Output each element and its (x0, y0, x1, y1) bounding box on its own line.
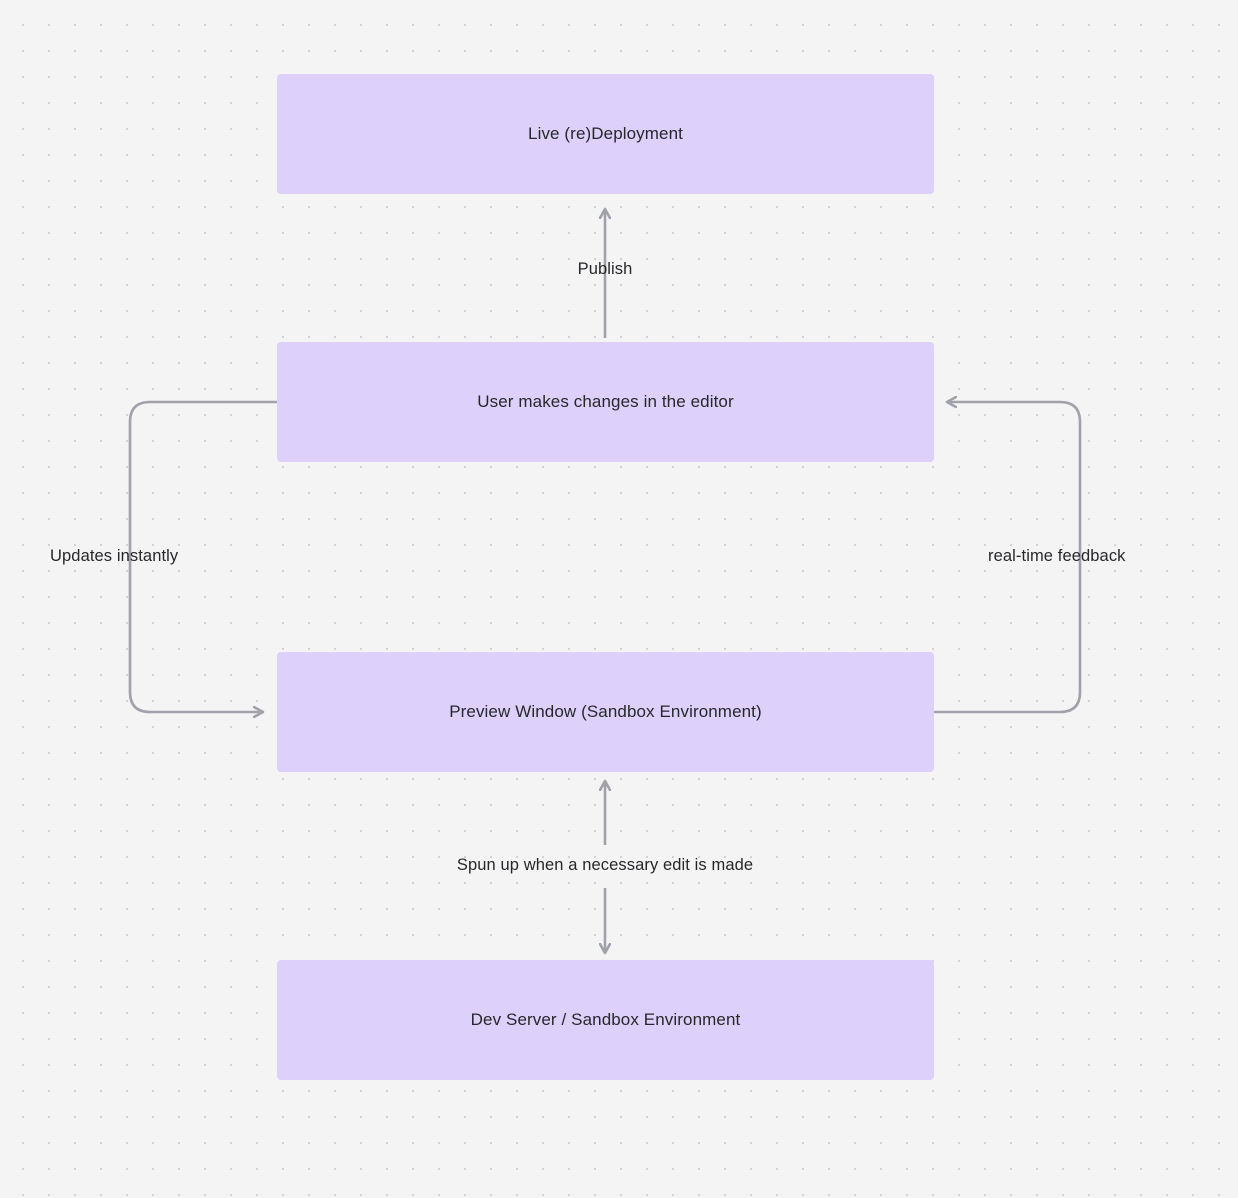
edge-label-real-time-feedback: real-time feedback (988, 547, 1126, 565)
node-dev-server[interactable] (277, 960, 934, 1080)
node-label: User makes changes in the editor (477, 392, 734, 411)
edge-label-updates-instantly: Updates instantly (50, 547, 179, 565)
node-preview-window[interactable] (277, 652, 934, 772)
node-label: Dev Server / Sandbox Environment (470, 1010, 741, 1029)
node-user-editor[interactable] (277, 342, 934, 462)
edge-label-spun-up: Spun up when a necessary edit is made (456, 856, 754, 874)
node-live-deployment[interactable] (277, 74, 934, 194)
node-label: Live (re)Deployment (528, 124, 683, 143)
edge-label-publish: Publish (577, 260, 633, 278)
node-label: Preview Window (Sandbox Environment) (449, 702, 762, 721)
